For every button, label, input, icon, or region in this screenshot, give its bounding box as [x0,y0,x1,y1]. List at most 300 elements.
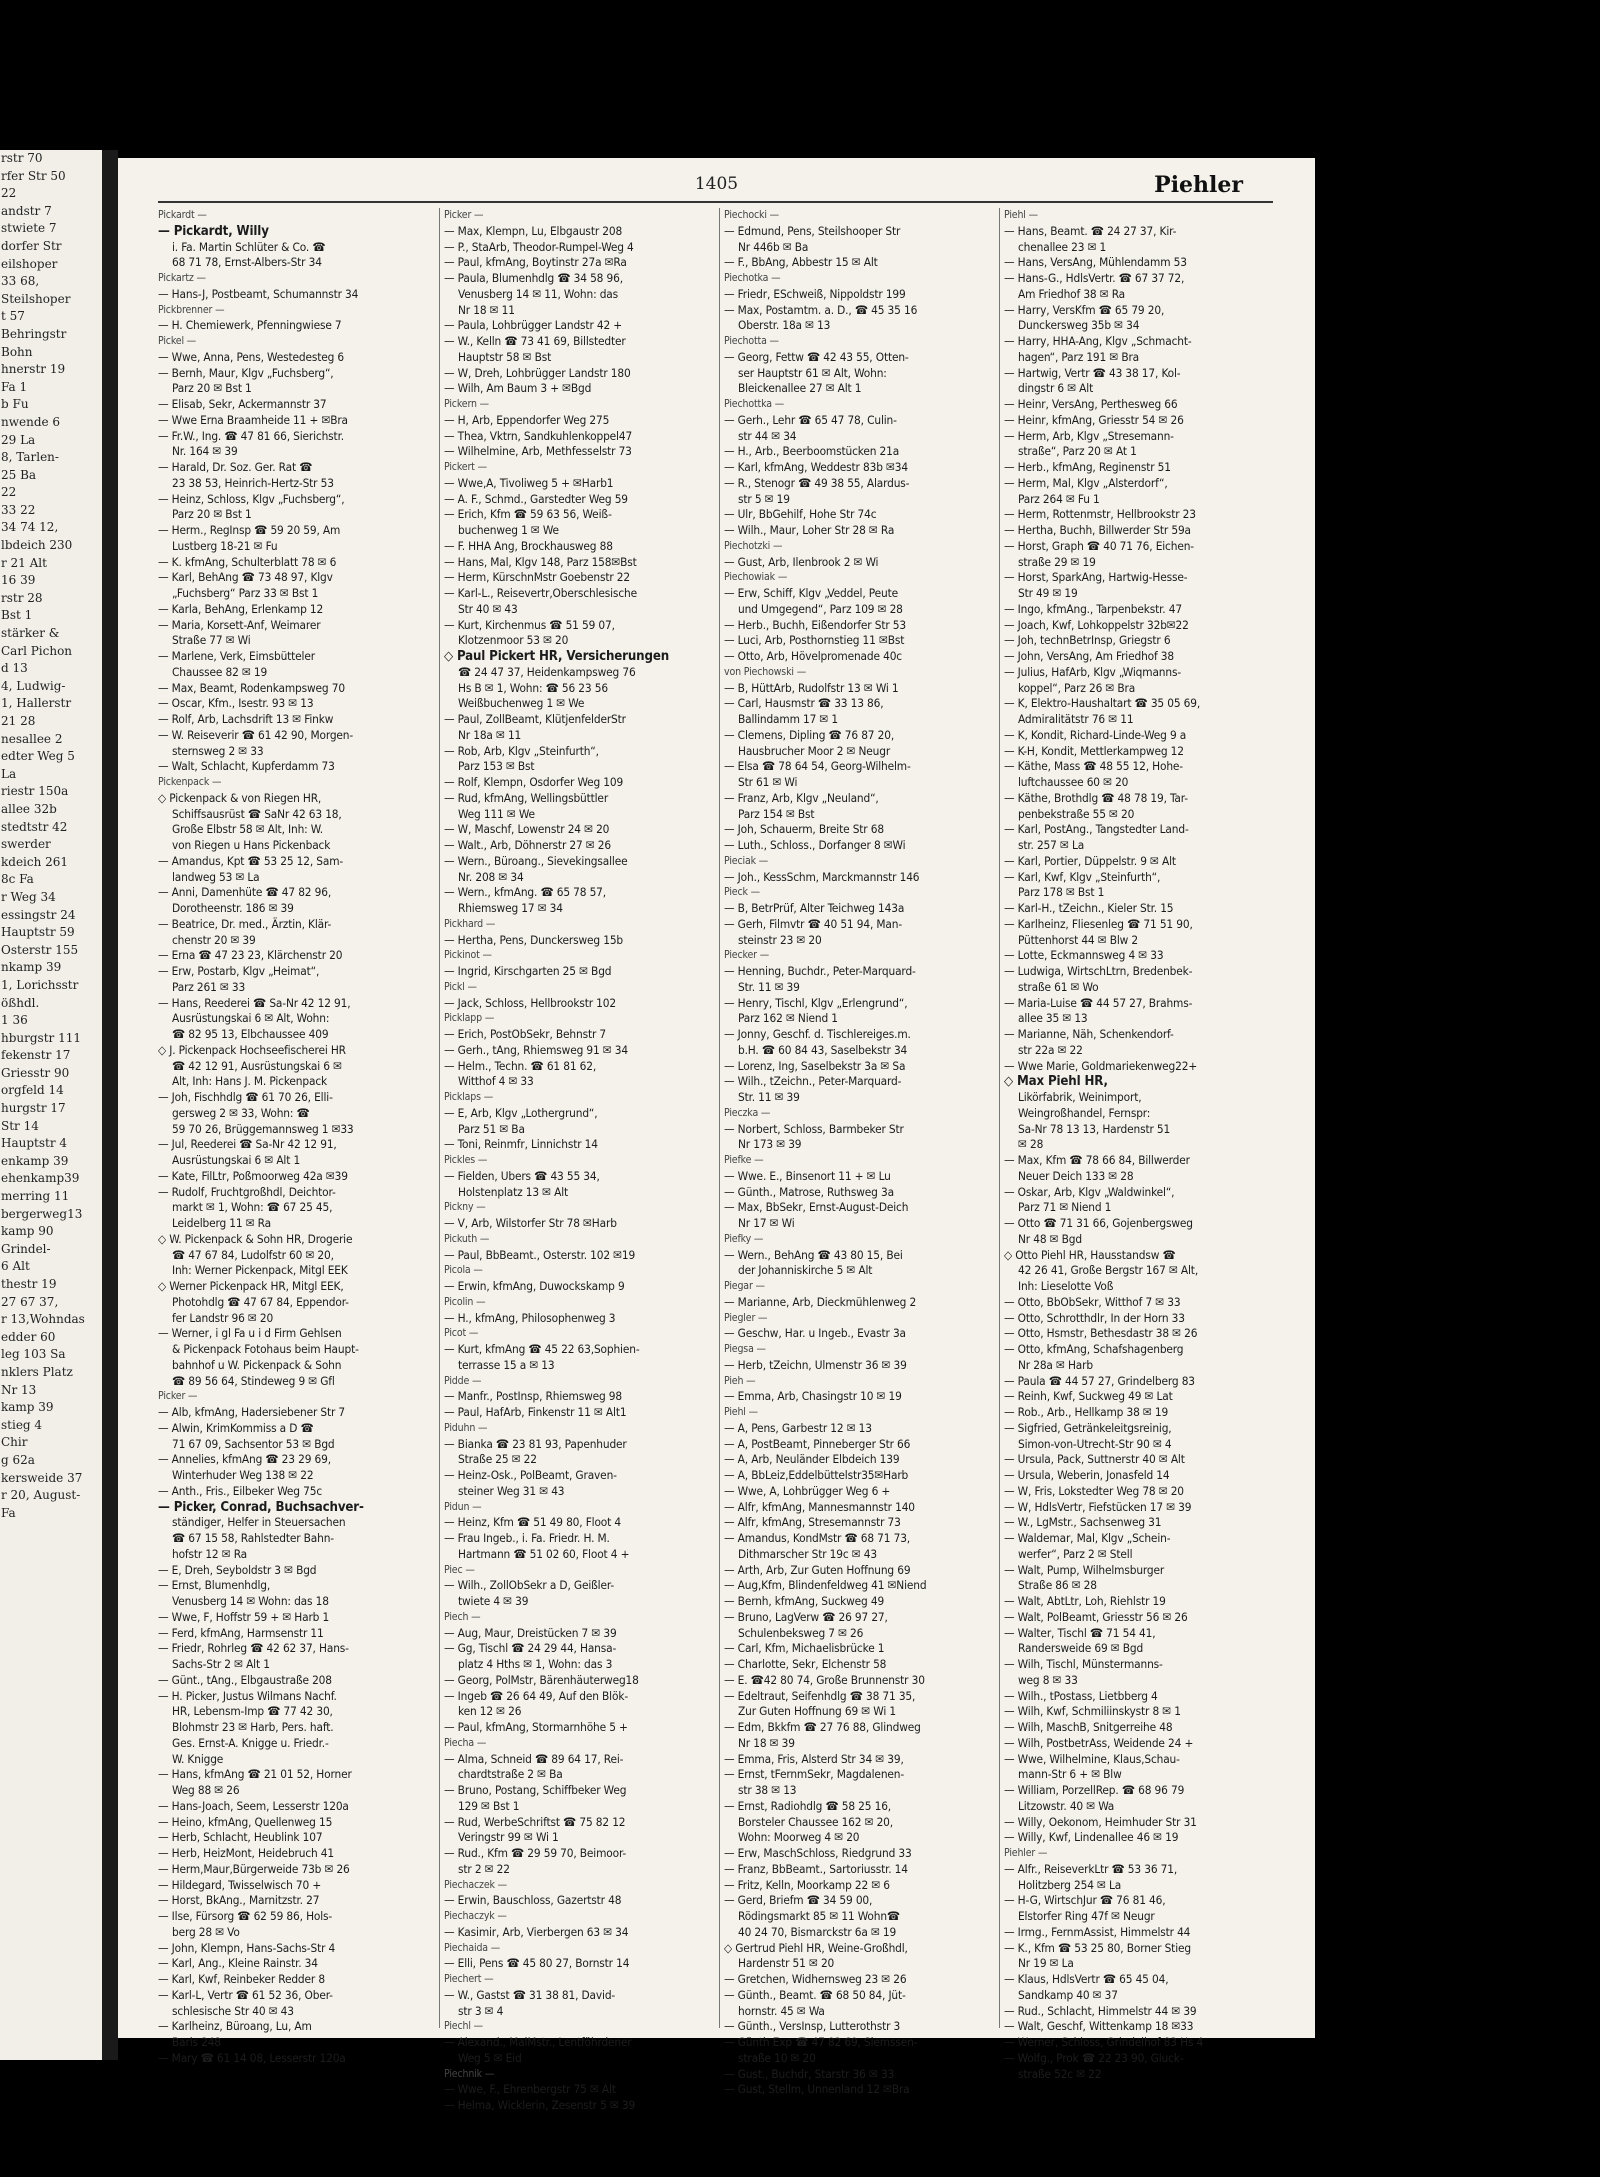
directory-entry: — K, Elektro-Haushaltart ☎ 35 05 69, [1004,696,1201,711]
left-page-text-fragment: r Weg 34 [1,889,56,904]
directory-entry: — Käthe, Brothdlg ☎ 48 78 19, Tar- [1004,790,1188,805]
surname-heading: Picolin — [444,1295,486,1308]
directory-entry: — Karl, Ang., Kleine Rainstr. 34 [158,1956,318,1971]
entry-continuation: i. Fa. Martin Schlüter & Co. ☎ [172,239,326,254]
directory-entry: — Günth., Beamt. ☎ 68 50 84, Jüt- [724,1987,906,2002]
entry-continuation: Schulenbeksweg 7 ✉ 26 [738,1625,864,1640]
entry-continuation: Schiffsausrüst ☎ SaNr 42 63 18, [172,806,342,821]
entry-continuation: Dithmarscher Str 19c ✉ 43 [738,1546,877,1561]
entry-continuation: straße“, Parz 20 ✉ At 1 [1018,444,1137,459]
directory-columns [158,208,1273,2112]
surname-heading: Piegler — [724,1311,768,1324]
directory-entry: — Karl, kfmAng, Weddestr 83b ✉34 [724,460,908,474]
directory-entry: — Horst, SparkAng, Hartwig-Hesse- [1004,570,1188,585]
directory-entry: — Lotte, Eckmannsweg 4 ✉ 33 [1004,948,1164,963]
directory-entry: — Paul, BbBeamt., Osterstr. 102 ✉19 [444,1247,636,1262]
directory-entry: — Max, BbSekr, Ernst-August-Deich [724,1200,909,1215]
directory-entry: — Alwin, KrimKommiss a D ☎ [158,1420,314,1435]
entry-continuation: W. Knigge [172,1751,224,1766]
entry-continuation: „Fuchsberg“ Parz 33 ✉ Bst 1 [172,586,319,600]
directory-entry: — H-G, WirtschJur ☎ 76 81 46, [1004,1893,1166,1908]
directory-entry: — Heino, kfmAng, Quellenweg 15 [158,1814,333,1829]
entry-continuation: Parz 162 ✉ Niend 1 [738,1011,838,1026]
directory-entry: — Wilhelmine, Arb, Methfesselstr 73 [444,444,632,459]
directory-entry: — Fr.W., Ing. ☎ 47 81 66, Sierichstr. [158,428,344,443]
directory-entry: — Erwin, Bauschloss, Gazertstr 48 [444,1893,622,1908]
directory-entry: — Karl, PostAng., Tangstedter Land- [1004,822,1189,837]
entry-continuation: Parz 264 ✉ Fu 1 [1018,491,1100,506]
directory-entry: — A, PostBeamt, Pinneberger Str 66 [724,1436,911,1451]
entry-continuation: Rhiemsweg 17 ✉ 34 [458,901,563,915]
left-page-text-fragment: fekenstr 17 [1,1048,71,1063]
directory-entry: — Herb, tZeichn, Ulmenstr 36 ✉ 39 [724,1357,907,1372]
directory-entry: — Walt, Pump, Wilhelmsburger [1004,1562,1165,1577]
directory-entry: — Marlene, Verk, Eimsbütteler [158,649,315,663]
entry-continuation: Holstenplatz 13 ✉ Alt [458,1184,569,1199]
entry-continuation: und Umgegend“, Parz 109 ✉ 28 [738,601,903,616]
entry-continuation: twiete 4 ✉ 39 [458,1594,529,1608]
surname-heading: Piec — [444,1563,475,1576]
directory-entry: — H. Chemiewerk, Pfenningwiese 7 [158,318,342,333]
directory-entry: — Oscar, Kfm., Isestr. 93 ✉ 13 [158,696,314,711]
entry-continuation: ständiger, Helfer in Steuersachen [172,1515,346,1530]
entry-continuation: von Riegen u Hans Pickenback [172,838,331,852]
entry-continuation: Nr 48 ✉ Bgd [1018,1231,1082,1246]
entry-continuation: 42 26 41, Große Bergstr 167 ✉ Alt, [1018,1263,1199,1278]
directory-entry: — Ernst, Blumenhdlg, [158,1578,271,1593]
surname-heading: Pickl — [444,980,477,993]
entry-continuation: ☎ 47 67 84, Ludolfstr 60 ✉ 20, [172,1247,334,1262]
directory-entry: — Wilh, Am Baum 3 + ✉Bgd [444,381,592,396]
directory-entry: — Gust, Arb, Ilenbrook 2 ✉ Wi [724,554,879,569]
left-page-text-fragment: stärker & [1,626,60,641]
directory-entry: — H., kfmAng, Philosophenweg 3 [444,1310,616,1325]
left-page-text-fragment: 8c Fa [1,872,34,887]
left-page-text-fragment: hurgstr 17 [1,1101,66,1116]
surname-heading: Picker — [444,209,484,221]
directory-entry: — Walt, Schlacht, Kupferdamm 73 [158,759,335,774]
entry-continuation: chenstr 20 ✉ 39 [172,932,256,947]
entry-continuation: Nr 18 ✉ 39 [738,1735,795,1750]
directory-entry: — Wwe. E., Binsenort 11 + ✉ Lu [724,1168,891,1183]
book-gutter [102,150,118,2060]
directory-entry: — Erw, Postarb, Klgv „Heimat“, [158,964,320,978]
directory-entry: — Klaus, HdlsVertr ☎ 65 45 04, [1004,1972,1169,1986]
directory-entry: — Erich, Kfm ☎ 59 63 56, Weiß- [444,507,612,522]
directory-entry: — Max, Kfm ☎ 78 66 84, Billwerder [1004,1153,1190,1167]
directory-entry: — Herb, Schlacht, Heublink 107 [158,1830,323,1845]
entry-continuation: Barls 248 [172,2035,221,2049]
directory-entry: — Max, Klempn, Lu, Elbgaustr 208 [444,223,623,238]
directory-entry: — Alma, Schneid ☎ 89 64 17, Rei- [444,1751,624,1766]
directory-entry: — Willy, Oekonom, Heimhuder Str 31 [1004,1814,1197,1829]
directory-entry: — Jonny, Geschf. d. Tischlereiges.m. [724,1027,911,1041]
left-page-text-fragment: 27 67 37, [1,1294,59,1309]
left-page-text-fragment: stedtstr 42 [1,819,68,834]
directory-entry: — Otto, kfmAng, Schafshagenberg [1004,1342,1184,1356]
directory-entry: — Amandus, Kpt ☎ 53 25 12, Sam- [158,853,344,868]
directory-entry: — Ingo, kfmAng., Tarpenbekstr. 47 [1004,601,1182,616]
directory-entry: — Otto, Arb, Hövelpromenade 40c [724,649,902,663]
left-page-text-fragment: nklers Platz [1,1364,73,1379]
left-page-text-fragment: Nr 13 [1,1382,37,1397]
directory-entry: — Georg, PolMstr, Bärenhäuterweg18 [444,1672,639,1687]
directory-entry: — Hans, Mal, Klgv 148, Parz 158✉Bst [444,554,637,569]
entry-continuation: chardtstraße 2 ✉ Ba [458,1767,563,1782]
directory-entry: — Wwe, F., Ehrenbergstr 75 ✉ Alt [444,2082,616,2097]
surname-heading: Pickardt — [158,209,207,221]
directory-entry: — Alfr, kfmAng, Mannesmannstr 140 [724,1499,915,1514]
directory-entry: — Walt., Arb, Döhnerstr 27 ✉ 26 [444,838,611,852]
left-page-text-fragment: 22 [1,485,17,500]
directory-column-1 [158,208,430,2065]
directory-entry: — Joach, Kwf, Lohkoppelstr 32b✉22 [1004,617,1189,632]
left-page-text-fragment: Griesstr 90 [1,1065,70,1080]
directory-entry: — Arth, Arb, Zur Guten Hoffnung 69 [724,1562,911,1577]
directory-entry: — W., Gastst ☎ 31 38 81, David- [444,1987,616,2002]
left-page-text-fragment: Fa [1,1505,16,1520]
directory-entry: — Kasimir, Arb, Vierbergen 63 ✉ 34 [444,1924,629,1939]
left-page-text-fragment: r 21 Alt [1,555,47,570]
surname-heading: Picklapp — [444,1012,495,1025]
directory-entry: — W., Kelln ☎ 73 41 69, Billstedter [444,334,626,348]
entry-continuation: Blohmstr 23 ✉ Harb, Pers. haft. [172,1720,334,1734]
page-number: 1405 [694,174,739,194]
entry-continuation: chenallee 23 ✉ 1 [1018,239,1107,254]
directory-entry: ◇ W. Pickenpack & Sohn HR, Drogerie [158,1231,353,1246]
directory-entry: — Hans-Joach, Seem, Lesserstr 120a [158,1798,349,1813]
directory-entry: — Hans, Beamt. ☎ 24 27 37, Kir- [1004,223,1177,238]
directory-entry: — Bernh, kfmAng, Suckweg 49 [724,1594,885,1608]
entry-continuation: Parz 261 ✉ 33 [172,979,246,994]
entry-continuation: Str 40 ✉ 43 [458,601,518,616]
directory-entry: — Herm, Arb, Klgv „Stresemann- [1004,428,1174,443]
directory-entry: — Wilh, Kwf, Schmiliinskystr 8 ✉ 1 [1004,1704,1181,1719]
entry-continuation: 71 67 09, Sachsentor 53 ✉ Bgd [172,1436,335,1451]
directory-entry: — Reinh, Kwf, Suckweg 49 ✉ Lat [1004,1389,1173,1404]
entry-continuation: markt ✉ 1, Wohn: ☎ 67 25 45, [172,1200,333,1215]
directory-entry: — Karl-L., Reisevertr,Oberschlesische [444,586,637,600]
entry-continuation: Nr 18a ✉ 11 [458,727,522,742]
left-page-text-fragment: kamp 90 [1,1224,54,1239]
directory-entry: — Herb., kfmAng, Reginenstr 51 [1004,460,1171,474]
entry-continuation: Sachs-Str 2 ✉ Alt 1 [172,1657,270,1671]
directory-entry: — Paula ☎ 44 57 27, Grindelberg 83 [1004,1373,1195,1388]
directory-entry: ◇ J. Pickenpack Hochseefischerei HR [158,1042,346,1057]
directory-entry: — John, VersAng, Am Friedhof 38 [1004,649,1174,663]
surname-heading: Pieck — [724,886,760,899]
directory-entry: — Gust, Stellm, Unnenland 12 ✉Bra [724,2082,910,2097]
directory-entry: — Paul, ZollBeamt, KlütjenfelderStr [444,712,626,726]
directory-entry: — Alb, kfmAng, Hadersiebener Str 7 [158,1405,346,1419]
entry-continuation: Ballindamm 17 ✉ 1 [738,712,838,726]
directory-entry: — Otto ☎ 71 31 66, Gojenbergsweg [1004,1216,1193,1230]
directory-entry: — K., Kfm ☎ 53 25 80, Borner Stieg [1004,1940,1191,1955]
entry-continuation: Leidelberg 11 ✉ Ra [172,1216,271,1230]
directory-entry: — Pickardt, Willy [158,223,269,239]
entry-continuation: Straße 86 ✉ 28 [1018,1578,1097,1593]
directory-entry: — Erw, Schiff, Klgv „Veddel, Peute [724,586,898,600]
directory-entry: — Toni, Reinmfr, Linnichstr 14 [444,1137,598,1152]
left-page-text-fragment: Osterstr 155 [1,942,79,957]
entry-continuation: Weg 5 ✉ Eid [458,2050,522,2065]
directory-entry: — Walt, AbtLtr, Loh, Riehlstr 19 [1004,1594,1166,1608]
entry-continuation: hornstr. 45 ✉ Wa [738,2003,825,2018]
entry-continuation: Große Elbstr 58 ✉ Alt, Inh: W. [172,822,324,837]
left-page-text-fragment: orgfeld 14 [1,1083,64,1098]
surname-heading: Pickartz — [158,272,206,284]
directory-entry: — Gust., Buchdr, Starstr 36 ✉ 33 [724,2066,895,2081]
entry-continuation: Inh: Lieselotte Voß [1018,1279,1114,1293]
entry-continuation: Parz 20 ✉ Bst 1 [172,381,252,396]
entry-continuation: luftchaussee 60 ✉ 20 [1018,775,1129,789]
directory-entry: — Hartwig, Vertr ☎ 43 38 17, Kol- [1004,365,1181,380]
directory-entry: — Joh, Fischhdlg ☎ 61 70 26, Elli- [158,1090,333,1104]
directory-entry: — Waldemar, Mal, Klgv „Schein- [1004,1531,1171,1545]
directory-entry: — Irmg., FernmAssist, Himmelstr 44 [1004,1924,1191,1939]
directory-entry: — Gg, Tischl ☎ 24 29 44, Hansa- [444,1641,617,1656]
directory-entry: — Ludwiga, WirtschLtrn, Bredenbek- [1004,964,1193,978]
entry-continuation: Elstorfer Ring 47f ✉ Neugr [1018,1909,1155,1923]
directory-entry: — Rolf, Arb, Lachsdrift 13 ✉ Finkw [158,712,334,726]
entry-continuation: ☎ 42 12 91, Ausrüstungskai 6 ✉ [172,1058,342,1073]
directory-entry: — Herb., Buchh, Eißendorfer Str 53 [724,617,906,632]
left-page-text-fragment: Chir [1,1435,28,1450]
entry-continuation: Lustberg 18-21 ✉ Fu [172,538,278,553]
directory-entry: — Karl, Kwf, Klgv „Steinfurth“, [1004,869,1161,884]
entry-continuation: Parz 178 ✉ Bst 1 [1018,885,1105,900]
directory-entry: — Thea, Vktrn, Sandkuhlenkoppel47 [444,428,633,443]
surname-heading: Piechnik — [444,2067,495,2080]
directory-entry: — Aug,Kfm, Blindenfeldweg 41 ✉Niend [724,1578,927,1593]
left-page-text-fragment: Hauptstr 4 [1,1136,68,1151]
directory-entry: — Elsa ☎ 78 64 54, Georg-Wilhelm- [724,759,911,774]
entry-continuation: Nr 28a ✉ Harb [1018,1357,1093,1372]
directory-entry: — Kurt, Kirchenmus ☎ 51 59 07, [444,617,615,632]
directory-entry: — Emma, Fris, Alsterd Str 34 ✉ 39, [724,1751,904,1766]
left-page-text-fragment: 6 Alt [1,1259,30,1274]
entry-continuation: bahnhof u W. Pickenpack & Sohn [172,1357,342,1372]
left-page-text-fragment: 33 22 [1,502,36,517]
directory-entry: — Karl, Portier, Düppelstr. 9 ✉ Alt [1004,853,1176,868]
directory-entry: — Wern., Büroang., Sievekingsallee [444,853,628,868]
directory-entry: — Kurt, kfmAng ☎ 45 22 63,Sophien- [444,1342,640,1356]
directory-entry: — Anni, Damenhüte ☎ 47 82 96, [158,885,332,900]
entry-continuation: mann-Str 6 + ✉ Blw [1018,1767,1122,1782]
surname-heading: Piehler — [1004,1847,1048,1859]
left-page-text-fragment: Bst 1 [1,608,33,623]
directory-entry: — Helm., Techn. ☎ 61 81 62, [444,1058,597,1073]
left-page-text-fragment: kersweide 37 [1,1470,83,1485]
directory-entry: — Helma, Wicklerin, Zesenstr 5 ✉ 39 [444,2098,636,2112]
left-page-text-fragment: ößhdl. [1,995,40,1010]
entry-continuation: Likörfabrik, Weinimport, [1018,1090,1142,1104]
directory-entry: — Clemens, Dipling ☎ 76 87 20, [724,727,895,742]
surname-heading: Piechowiak — [724,571,788,584]
entry-continuation: Inh: Werner Pickenpack, Mitgl EEK [172,1263,348,1278]
entry-continuation: str 3 ✉ 4 [458,2003,504,2018]
surname-heading: Piechert — [444,1973,494,1985]
entry-continuation: Nr 446b ✉ Ba [738,239,809,254]
directory-entry: — Kate, FilLtr, Poßmoorweg 42a ✉39 [158,1168,348,1183]
directory-entry: — Rolf, Klempn, Osdorfer Weg 109 [444,775,624,789]
surname-heading: Picklaps — [444,1091,494,1103]
entry-continuation: fer Landstr 96 ✉ 20 [172,1310,274,1325]
left-page-text-fragment: 4, Ludwig- [1,678,66,693]
surname-heading: Pickbrenner — [158,303,225,316]
directory-entry: — Wwe Marie, Goldmariekenweg22+ [1004,1058,1198,1073]
entry-continuation: Chaussee 82 ✉ 19 [172,664,268,679]
directory-entry: — R., Stenogr ☎ 49 38 55, Alardus- [724,475,910,490]
entry-continuation: str. 257 ✉ La [1018,838,1085,852]
entry-continuation: Parz 153 ✉ Bst [458,759,535,774]
directory-entry: — Rob., Arb., Hellkamp 38 ✉ 19 [1004,1405,1169,1419]
directory-entry: — Wwe, F, Hoffstr 59 + ✉ Harb 1 [158,1609,330,1624]
left-page-text-fragment: 25 Ba [1,467,37,482]
directory-entry: — Rud., Kfm ☎ 29 59 70, Beimoor- [444,1846,627,1860]
directory-entry: — Günth Exp ☎ 47 82 69, Siemssen- [724,2035,918,2049]
directory-entry: — Otto, Hsmstr, Bethesdastr 38 ✉ 26 [1004,1326,1198,1341]
directory-entry: — Aug, Maur, Dreistücken 7 ✉ 39 [444,1625,617,1640]
entry-continuation: Hartmann ☎ 51 02 60, Floot 4 + [458,1546,630,1561]
surname-heading: Piechaida — [444,1941,501,1954]
entry-continuation: Winterhuder Weg 138 ✉ 22 [172,1468,314,1482]
directory-entry: — Ernst, Radiohdlg ☎ 58 25 16, [724,1798,892,1813]
directory-entry: — Wilh., ZollObSekr a D, Geißler- [444,1578,615,1593]
directory-entry: — Wwe Erna Braamheide 11 + ✉Bra [158,412,348,427]
directory-entry: — Norbert, Schloss, Barmbeker Str [724,1121,904,1136]
directory-entry: — Maria, Korsett-Anf, Weimarer [158,617,321,632]
surname-heading: Piegsa — [724,1343,766,1355]
surname-heading: Piefke — [724,1154,764,1166]
surname-heading: Picot — [444,1327,479,1340]
directory-entry: — Wwe,A, Tivoliweg 5 + ✉Harb1 [444,475,614,490]
entry-continuation: Nr 19 ✉ La [1018,1956,1074,1971]
entry-continuation: koppel“, Parz 26 ✉ Bra [1018,680,1136,695]
directory-entry: — Annelies, kfmAng ☎ 23 29 69, [158,1452,331,1467]
entry-continuation: b.H. ☎ 60 84 43, Saselbekstr 34 [738,1042,908,1057]
left-page-text-fragment: kdeich 261 [1,854,69,869]
surname-heading: Pickles — [444,1154,488,1166]
directory-entry: — Ernst, tFernmSekr, Magdalenen- [724,1767,905,1782]
surname-heading: Pickinot — [444,949,492,962]
directory-entry: — Günth., Matrose, Ruthsweg 3a [724,1184,894,1199]
directory-entry: — B, HüttArb, Rudolfstr 13 ✉ Wi 1 [724,680,899,695]
left-page-text-fragment: 1 36 [1,1013,28,1028]
directory-entry: — Wilh., Maur, Loher Str 28 ✉ Ra [724,523,895,537]
directory-entry: — Ingeb ☎ 26 64 49, Auf den Blök- [444,1688,629,1703]
directory-entry: — Hertha, Pens, Dunckersweg 15b [444,932,624,947]
entry-continuation: Parz 51 ✉ Ba [458,1121,525,1136]
directory-entry: — Joh., KessSchm, Marckmannstr 146 [724,869,920,884]
left-page-text-fragment: merring 11 [1,1189,70,1204]
directory-entry: — Beatrice, Dr. med., Ärztin, Klär- [158,916,332,931]
left-page-text-fragment: La [1,766,17,781]
directory-page [118,158,1315,2112]
entry-continuation: platz 4 Hths ✉ 1, Wohn: das 3 [458,1657,613,1671]
left-page-text-fragment: riestr 150a [1,784,69,799]
entry-continuation: Nr 18 ✉ 11 [458,302,515,317]
entry-continuation: Ausrüstungskai 6 ✉ Alt, Wohn: [172,1011,330,1026]
directory-entry: — Hans-G., HdlsVertr. ☎ 67 37 72, [1004,271,1185,285]
directory-entry: — Heinz, Schloss, Klgv „Fuchsberg“, [158,491,345,506]
directory-entry: — William, PorzellRep. ☎ 68 96 79 [1004,1783,1185,1797]
directory-entry: — Paula, Blumenhdlg ☎ 34 58 96, [444,271,623,285]
running-head: Piehler [1154,172,1243,198]
directory-entry: — Herm, Rottenmstr, Hellbrookstr 23 [1004,507,1196,522]
directory-entry: — E. ☎42 80 74, Große Brunnenstr 30 [724,1672,925,1687]
directory-entry: — Harry, VersKfm ☎ 65 79 20, [1004,302,1165,317]
directory-entry: — W. Reiseverir ☎ 61 42 90, Morgen- [158,727,354,742]
directory-entry: — Geschw, Har. u Ingeb., Evastr 3a [724,1326,906,1341]
entry-continuation: buchenweg 1 ✉ We [458,523,559,537]
left-page-text-fragment: g 62a [1,1452,35,1467]
directory-entry: — Henning, Buchdr., Peter-Marquard- [724,964,916,978]
directory-entry: ◇ Pickenpack & von Riegen HR, [158,790,322,805]
entry-continuation: Alt, Inh: Hans J. M. Pickenpack [172,1074,327,1089]
directory-column-3 [719,208,992,2097]
entry-continuation: der Johanniskirche 5 ✉ Alt [738,1263,873,1278]
directory-entry: — Wwe, Anna, Pens, Westedesteg 6 [158,349,345,364]
directory-entry: — Ingrid, Kirschgarten 25 ✉ Bgd [444,964,612,978]
directory-entry: — Horst, Graph ☎ 40 71 76, Eichen- [1004,538,1194,553]
directory-entry: — Hertha, Buchh, Billwerder Str 59a [1004,523,1191,537]
directory-entry: — Mary ☎ 61 14 08, Lesserstr 120a [158,2050,346,2065]
directory-entry: — Bruno, LagVerw ☎ 26 97 27, [724,1609,888,1624]
directory-entry: — Amandus, KondMstr ☎ 68 71 73, [724,1531,911,1545]
directory-entry: — W., LgMstr., Sachsenweg 31 [1004,1515,1162,1530]
directory-entry: — Maria-Luise ☎ 44 57 27, Brahms- [1004,995,1193,1010]
entry-continuation: straße 10 ✉ 20 [738,2050,816,2065]
surname-heading: Pickert — [444,461,487,473]
entry-continuation: straße 61 ✉ Wo [1018,979,1099,994]
directory-entry: — Bianka ☎ 23 81 93, Papenhuder [444,1436,627,1451]
entry-continuation: Nr 17 ✉ Wi [738,1216,795,1230]
entry-continuation: Sa-Nr 78 13 13, Hardenstr 51 [1018,1121,1171,1136]
entry-continuation: Wohn: Moorweg 4 ✉ 20 [738,1830,860,1845]
directory-entry: — Herm,Maur,Bürgerweide 73b ✉ 26 [158,1861,350,1876]
directory-entry: — Oskar, Arb, Klgv „Waldwinkel“, [1004,1184,1175,1199]
entry-continuation: Nr. 208 ✉ 34 [458,869,524,884]
directory-entry: — Harry, HHA-Ang, Klgv „Schmacht- [1004,334,1192,348]
left-page-text-fragment: enkamp 39 [1,1153,69,1168]
entry-continuation: Nr 173 ✉ 39 [738,1137,802,1152]
surname-heading: Piech — [444,1610,481,1623]
left-page-text-fragment: 16 39 [1,573,36,588]
directory-entry: — Sigfried, Getränkeleitgsreinig, [1004,1420,1172,1435]
entry-continuation: Veringstr 99 ✉ Wi 1 [458,1830,559,1845]
directory-entry: — F. HHA Ang, Brockhausweg 88 [444,538,613,553]
entry-continuation: steinstr 23 ✉ 20 [738,932,822,947]
directory-entry: — W, HdlsVertr, Fiefstücken 17 ✉ 39 [1004,1499,1192,1514]
directory-entry: — Franz, BbBeamt., Sartoriusstr. 14 [724,1861,908,1876]
directory-entry: — Hildegard, Twisselwisch 70 + [158,1877,322,1892]
directory-column-2 [439,208,712,2112]
left-page-text-fragment: r 20, August- [1,1488,81,1503]
left-page-text-fragment: 1, Lorichsstr [1,977,79,992]
entry-continuation: hagen“, Parz 191 ✉ Bra [1018,349,1140,364]
entry-continuation: Simon-von-Utrecht-Str 90 ✉ 4 [1018,1436,1172,1451]
directory-entry: — Joh, technBetrInsp, Griegstr 6 [1004,633,1171,648]
entry-continuation: ser Hauptstr 61 ✉ Alt, Wohn: [738,365,887,380]
surname-heading: Piehl — [724,1406,758,1418]
left-page-text-fragment: allee 32b [1,801,57,816]
left-page-text-fragment: andstr 7 [1,203,52,218]
directory-entry: — Horst, BkAng., Marnitzstr. 27 [158,1893,320,1908]
left-page-text-fragment: Hauptstr 59 [1,925,75,940]
entry-continuation: Weg 111 ✉ We [458,806,535,821]
directory-entry: — Luth., Schloss., Dorfanger 8 ✉Wi [724,838,906,852]
